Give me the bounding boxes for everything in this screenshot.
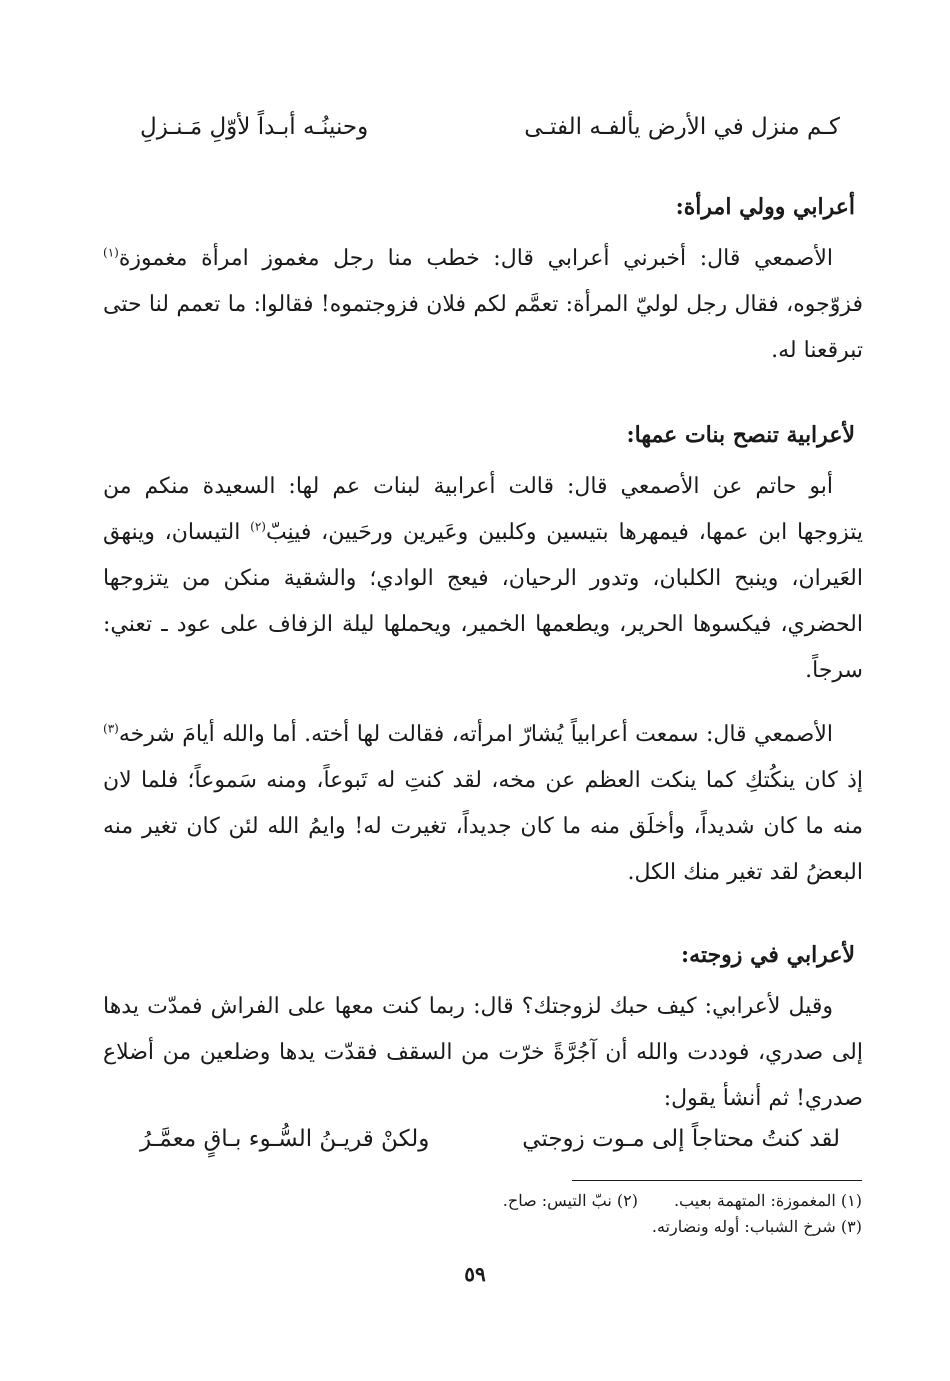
footnote-divider xyxy=(572,1180,862,1181)
verse-1-right-hemistich: كـم منزل في الأرض يألفـه الفتـى xyxy=(524,114,840,140)
section-1-text-a: الأصمعي قال: أخبرني أعرابي قال: خطب منا رجل مغموز امرأة مغموزة xyxy=(118,246,833,271)
footnote-2: (٢) نبّ التيس: صاح. xyxy=(502,1191,638,1210)
section-4-body xyxy=(103,984,863,1122)
footnote-row-2 xyxy=(442,1214,862,1240)
footnote-ref-1: (١) xyxy=(103,245,119,260)
section-4-paragraph: وقيل لأعرابي: كيف حبك لزوجتك؟ قال: ربما كنت معها على الفراش فمدّت يدها إلى صدري، فوددت والله أن آجُرَّةً خرّت من السقف فقدّت يدها وضلعين من أضلاع صدري! ثم أنشأ يقول: xyxy=(103,994,863,1111)
section-3-text-b: إذ كان ينكُتكِ كما ينكت العظم عن مخه، لقد كنتِ له تَبوعاً، ومنه سَموعاً؛ فلما لان منه ما كان شديداً، وأخلَق منه ما كان جديداً، تغيرت له! وايمُ الله لئن كان تغير منه البعضُ لقد تغير منك الكل. xyxy=(103,768,863,885)
footnote-ref-3: (٣) xyxy=(103,721,119,736)
footnote-1: (١) المغموزة: المتهمة بعيب. xyxy=(673,1191,862,1210)
section-2-text-a: أبو حاتم عن الأصمعي قال: قالت أعرابية لبنات عم لها: السعيدة منكم من يتزوجها ابن عمها، فيمهرها بتيسين وكلبين وعَيرين ورحَيين، فينِبّ xyxy=(103,474,863,545)
footnote-ref-2: (٢) xyxy=(250,519,266,534)
verse-2-right-hemistich: لقد كنتُ محتاجاً إلى مـوت زوجتي xyxy=(522,1126,840,1152)
section-1-heading: أعرابي وولي امرأة: xyxy=(675,194,855,220)
verse-2 xyxy=(140,1124,840,1154)
section-2-text-b: التيسان، وينهق العَيران، وينبح الكلبان، وتدور الرحيان، فيعج الوادي؛ والشقية منكن من يتزوجها الحضري، فيكسوها الحرير، ويطعمها الخمير، ويحملها ليلة الزفاف على عود ـ تعني: سرجاً. xyxy=(103,520,863,683)
section-3-text-a: الأصمعي قال: سمعت أعرابياً يُشارّ امرأته، فقالت لها أخته. أما والله أيامَ شرخه xyxy=(118,722,833,747)
section-1-paragraph xyxy=(103,236,863,374)
section-2-body xyxy=(103,464,863,694)
verse-1-left-hemistich: وحنينُـه أبـداً لأوّلِ مَـنـزلِ xyxy=(140,114,369,140)
footnotes xyxy=(442,1188,862,1240)
footnote-row-1 xyxy=(442,1188,862,1214)
section-3-paragraph xyxy=(103,712,863,896)
section-1-text-b: فزوّجوه، فقال رجل لوليّ المرأة: تعمَّم لكم فلان فزوجتموه! فقالوا: ما تعمم لنا حتى تبرقعنا له. xyxy=(103,292,863,363)
footnote-3: (٣) شرخ الشباب: أوله ونضارته. xyxy=(651,1217,862,1236)
verse-2-left-hemistich: ولكنْ قريـنُ السُّـوء بـاقٍ معمَّـرُ xyxy=(140,1126,430,1152)
page-number: ٥٩ xyxy=(464,1262,486,1286)
section-1-body xyxy=(103,236,863,374)
verse-1 xyxy=(140,112,840,142)
section-3-body xyxy=(103,712,863,896)
section-2-paragraph xyxy=(103,464,863,694)
section-2-heading: لأعرابية تنصح بنات عمها: xyxy=(626,422,855,448)
section-4-heading: لأعرابي في زوجته: xyxy=(681,942,855,968)
